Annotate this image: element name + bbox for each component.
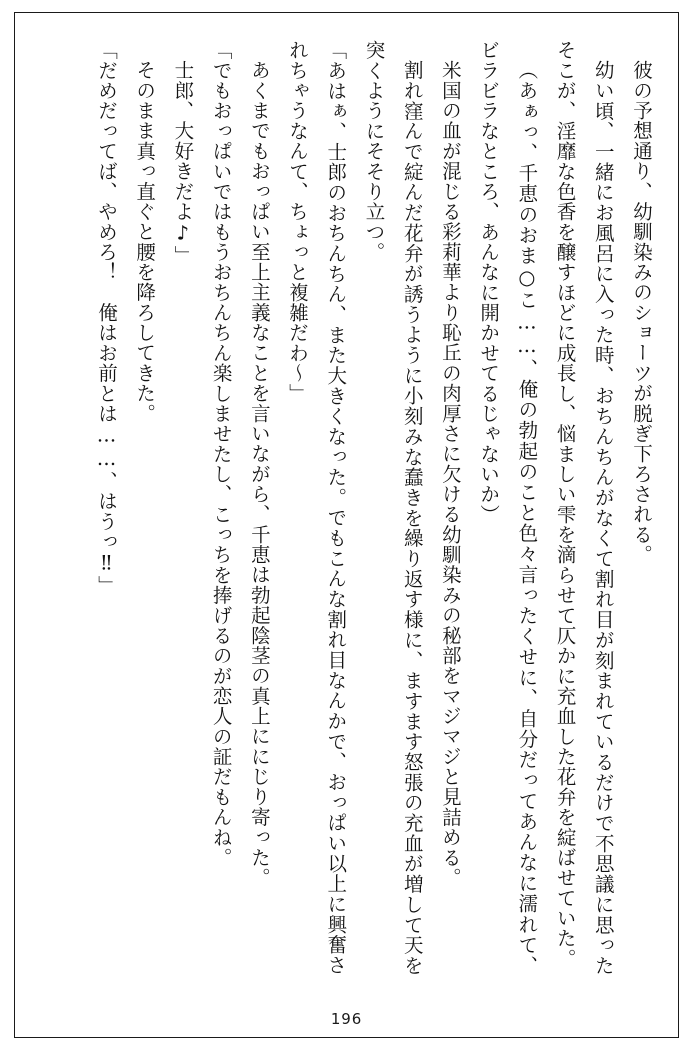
paragraph: 「あはぁ、士郎のおちんちん、また大きくなった。でもこんな割れ目なんかで、おっぱい以上に興奮されちゃうなんて、ちょっと複雑だわ～」 xyxy=(286,40,348,975)
paragraph: 割れ窪んで綻んだ花弁が誘うように小刻みな蠢きを繰り返す様に、ますます怒張の充血が増して天を突くようにそそり立つ。 xyxy=(362,40,424,975)
paragraph: あくまでもおっぱい至上主義なことを言いながら、千恵は勃起陰茎の真上ににじり寄った。 xyxy=(247,59,271,887)
paragraph: そのまま真っ直ぐと腰を降ろしてきた。 xyxy=(133,59,157,423)
paragraph: 「だめだってば、やめろ！ 俺はお前とは……、はうっ‼」 xyxy=(94,40,118,596)
vertical-text-body xyxy=(34,40,660,975)
paragraph: （あぁっ、千恵のおま○こ……、俺の勃起のこと色々言ったくせに、自分だってあんなに濡れて、ビラビラなところ、あんなに開かせてるじゃないか） xyxy=(477,40,539,975)
paragraph: 「でもおっぱいではもうおちんちん楽しませたし、こっちを捧げるのが恋人の証だもんね。 xyxy=(209,40,233,868)
paragraph: 士郎、大好きだよ♪」 xyxy=(171,59,195,265)
paragraph: 米国の血が混じる彩莉華より恥丘の肉厚さに欠ける幼馴染みの秘部をマジマジと見詰める。 xyxy=(438,59,462,887)
paragraph: 幼い頃、一緒にお風呂に入った時、おちんちんがなくて割れ目が刻まれているだけで不思議に思ったそこが、淫靡な色香を醸すほどに成長し、悩ましい雫を滴らせて仄かに充血した花弁を綻ばせていた。 xyxy=(553,40,615,975)
page-number: 196 xyxy=(330,1010,363,1028)
paragraph: 彼の予想通り、幼馴染みのショーツが脱ぎ下ろされる。 xyxy=(630,59,653,565)
